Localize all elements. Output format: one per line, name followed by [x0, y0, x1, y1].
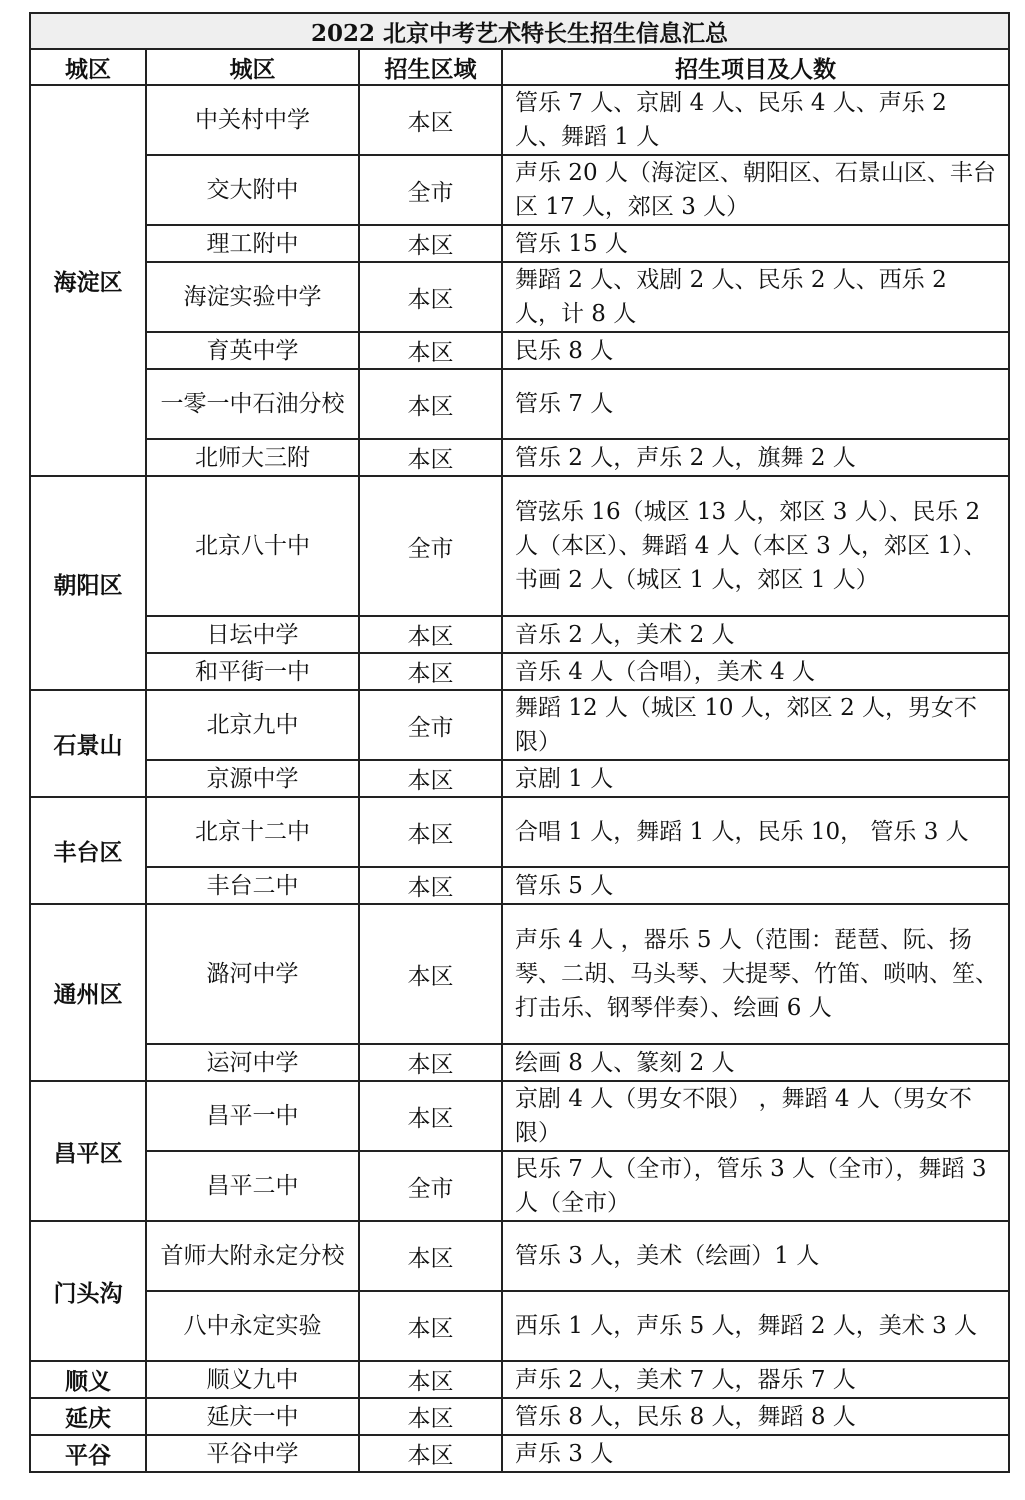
school-cell: 育英中学	[146, 332, 359, 369]
area-cell: 本区	[359, 1361, 502, 1398]
table-row	[30, 369, 1009, 439]
table-row	[30, 1081, 1009, 1151]
projects-cell: 管乐 8 人，民乐 8 人，舞蹈 8 人	[502, 1398, 1009, 1435]
projects-cell: 声乐 2 人，美术 7 人，器乐 7 人	[502, 1361, 1009, 1398]
area-cell: 本区	[359, 797, 502, 867]
table-row	[30, 760, 1009, 797]
area-cell: 本区	[359, 262, 502, 332]
school-cell: 北京十二中	[146, 797, 359, 867]
school-cell: 日坛中学	[146, 616, 359, 653]
district-cell: 石景山	[30, 690, 146, 797]
table-row	[30, 85, 1009, 155]
school-cell: 京源中学	[146, 760, 359, 797]
school-cell: 昌平二中	[146, 1151, 359, 1221]
area-cell: 本区	[359, 1435, 502, 1472]
area-cell: 本区	[359, 225, 502, 262]
projects-cell: 管乐 7 人、京剧 4 人、民乐 4 人、声乐 2 人、舞蹈 1 人	[502, 85, 1009, 155]
area-cell: 全市	[359, 155, 502, 225]
school-cell: 海淀实验中学	[146, 262, 359, 332]
area-cell: 本区	[359, 760, 502, 797]
area-cell: 本区	[359, 332, 502, 369]
projects-cell: 舞蹈 12 人（城区 10 人，郊区 2 人，男女不限）	[502, 690, 1009, 760]
header-school: 城区	[146, 49, 359, 85]
projects-cell: 管弦乐 16（城区 13 人，郊区 3 人）、民乐 2 人（本区）、舞蹈 4 人（本区 3 人，郊区 1）、书画 2 人（城区 1 人，郊区 1 人）	[502, 476, 1009, 616]
projects-cell: 合唱 1 人，舞蹈 1 人，民乐 10， 管乐 3 人	[502, 797, 1009, 867]
school-cell: 北京八十中	[146, 476, 359, 616]
projects-cell: 声乐 4 人 ，器乐 5 人（范围：琵琶、阮、扬琴、二胡、马头琴、大提琴、竹笛、唢呐、笙、打击乐、钢琴伴奏）、绘画 6 人	[502, 904, 1009, 1044]
header-row	[30, 49, 1009, 85]
table-row	[30, 797, 1009, 867]
area-cell: 本区	[359, 1081, 502, 1151]
enrollment-table	[29, 12, 1010, 1473]
projects-cell: 管乐 2 人，声乐 2 人，旗舞 2 人	[502, 439, 1009, 476]
projects-cell: 音乐 4 人（合唱），美术 4 人	[502, 653, 1009, 690]
district-cell: 延庆	[30, 1398, 146, 1435]
table-row	[30, 904, 1009, 1044]
district-cell: 通州区	[30, 904, 146, 1081]
projects-cell: 京剧 4 人（男女不限） ，舞蹈 4 人（男女不限）	[502, 1081, 1009, 1151]
table-row	[30, 1221, 1009, 1291]
area-cell: 本区	[359, 439, 502, 476]
area-cell: 本区	[359, 1291, 502, 1361]
table-row	[30, 616, 1009, 653]
table-container	[29, 12, 1008, 1473]
school-cell: 运河中学	[146, 1044, 359, 1081]
projects-cell: 京剧 1 人	[502, 760, 1009, 797]
projects-cell: 民乐 8 人	[502, 332, 1009, 369]
school-cell: 和平街一中	[146, 653, 359, 690]
area-cell: 本区	[359, 369, 502, 439]
header-projects: 招生项目及人数	[502, 49, 1009, 85]
table-row	[30, 1151, 1009, 1221]
district-cell: 顺义	[30, 1361, 146, 1398]
table-row	[30, 476, 1009, 616]
table-row	[30, 225, 1009, 262]
area-cell: 全市	[359, 690, 502, 760]
school-cell: 首师大附永定分校	[146, 1221, 359, 1291]
projects-cell: 西乐 1 人，声乐 5 人，舞蹈 2 人，美术 3 人	[502, 1291, 1009, 1361]
school-cell: 中关村中学	[146, 85, 359, 155]
table-title: 2022 北京中考艺术特长生招生信息汇总	[30, 13, 1009, 49]
school-cell: 理工附中	[146, 225, 359, 262]
projects-cell: 声乐 20 人（海淀区、朝阳区、石景山区、丰台区 17 人，郊区 3 人）	[502, 155, 1009, 225]
district-cell: 门头沟	[30, 1221, 146, 1361]
projects-cell: 舞蹈 2 人、戏剧 2 人、民乐 2 人、西乐 2 人，计 8 人	[502, 262, 1009, 332]
area-cell: 本区	[359, 904, 502, 1044]
school-cell: 顺义九中	[146, 1361, 359, 1398]
district-cell: 海淀区	[30, 85, 146, 476]
table-row	[30, 1044, 1009, 1081]
projects-cell: 管乐 3 人，美术（绘画）1 人	[502, 1221, 1009, 1291]
area-cell: 本区	[359, 867, 502, 904]
table-row	[30, 155, 1009, 225]
school-cell: 昌平一中	[146, 1081, 359, 1151]
table-row	[30, 653, 1009, 690]
table-row	[30, 1361, 1009, 1398]
district-cell: 朝阳区	[30, 476, 146, 690]
projects-cell: 管乐 15 人	[502, 225, 1009, 262]
header-district: 城区	[30, 49, 146, 85]
school-cell: 丰台二中	[146, 867, 359, 904]
area-cell: 全市	[359, 1151, 502, 1221]
school-cell: 八中永定实验	[146, 1291, 359, 1361]
area-cell: 本区	[359, 616, 502, 653]
projects-cell: 声乐 3 人	[502, 1435, 1009, 1472]
projects-cell: 管乐 7 人	[502, 369, 1009, 439]
school-cell: 交大附中	[146, 155, 359, 225]
table-row	[30, 1291, 1009, 1361]
projects-cell: 音乐 2 人，美术 2 人	[502, 616, 1009, 653]
area-cell: 全市	[359, 476, 502, 616]
table-row	[30, 439, 1009, 476]
area-cell: 本区	[359, 1044, 502, 1081]
district-cell: 平谷	[30, 1435, 146, 1472]
area-cell: 本区	[359, 85, 502, 155]
table-row	[30, 262, 1009, 332]
school-cell: 平谷中学	[146, 1435, 359, 1472]
table-row	[30, 1435, 1009, 1472]
school-cell: 一零一中石油分校	[146, 369, 359, 439]
projects-cell: 绘画 8 人、篆刻 2 人	[502, 1044, 1009, 1081]
school-cell: 北师大三附	[146, 439, 359, 476]
school-cell: 潞河中学	[146, 904, 359, 1044]
district-cell: 丰台区	[30, 797, 146, 904]
district-cell: 昌平区	[30, 1081, 146, 1221]
school-cell: 北京九中	[146, 690, 359, 760]
area-cell: 本区	[359, 653, 502, 690]
header-area: 招生区域	[359, 49, 502, 85]
table-row	[30, 690, 1009, 760]
table-row	[30, 332, 1009, 369]
area-cell: 本区	[359, 1221, 502, 1291]
table-row	[30, 1398, 1009, 1435]
table-row	[30, 867, 1009, 904]
area-cell: 本区	[359, 1398, 502, 1435]
projects-cell: 管乐 5 人	[502, 867, 1009, 904]
school-cell: 延庆一中	[146, 1398, 359, 1435]
projects-cell: 民乐 7 人（全市），管乐 3 人（全市），舞蹈 3 人（全市）	[502, 1151, 1009, 1221]
